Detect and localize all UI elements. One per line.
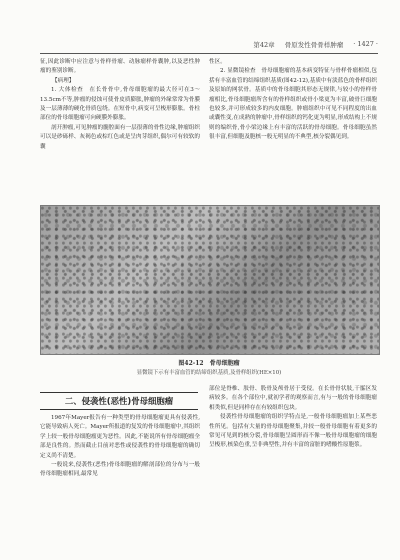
figure-title: 图42-12 骨母细胞瘤 (178, 360, 240, 367)
paragraph: 征,因此诊断中应注意与骨样骨瘤、动脉瘤样骨囊肿,以及恶性肿瘤的鉴别诊断。 (40, 59, 200, 75)
right-column-bottom (209, 385, 377, 451)
paragraph: 2. 显微镜检查 骨母细胞瘤的基本病变特征与骨样骨瘤相似,包括有丰富血管的结缔组织基质(图42-12),基质中有淡蓝色的骨样组织及原始的网状骨。基质中的骨母细胞其形态无规律,与较小的骨样骨瘤相比,骨母细胞瘤所含有的骨样组织或骨小梁更为丰富,破骨巨细胞也较多,并可形成较多的内皮细胞。肿瘤组织中可见不同程度的出血或囊性变,在成熟的肿瘤中,骨样组织的钙化更为明显,形成结构上不规则的编织骨,骨小梁边缘上有丰富的活跃的骨母细胞。骨母细胞虽然很丰富,但细胞及胞核一般无明显的不典型,核分裂偶见到。 (209, 68, 377, 141)
page-number: · 1427 · (353, 40, 378, 48)
figure-caption: 显微镜下示有丰富血管的结缔组织基质,及骨样组织(HE×10) (136, 370, 282, 376)
section-heading (40, 392, 198, 410)
running-header (40, 40, 378, 52)
chapter-title: 骨原发性骨骨样肿瘤 (284, 41, 344, 49)
left-column-top (40, 58, 200, 152)
chapter-number: 第42章 (253, 41, 275, 49)
paragraph: 侵袭性骨母细胞瘤的组织学特点是,一般骨母细胞瘤加上某些恶性所见。包括有大量的骨母细胞聚集,并较一般骨母细胞有着更多的常见可见到的核分裂,骨母细胞呈圆形而不像一般骨母细胞瘤的细胞呈梭形,核染色重,呈非典型性,并有丰富的富脏的嗜酸性原胞浆。 (209, 414, 377, 449)
left-column-bottom (40, 414, 200, 480)
paragraph: 性区。 (209, 59, 226, 65)
micrograph-figure (40, 205, 380, 355)
paragraph: 部位是脊椎、肢骨、股骨及颅骨居于受侵。在长骨骨状肢,干骺区发病较多。在各个部位中,就初学者的观察而言,有与一般的骨母细胞瘤相类似,但是同样存在有较组织包块。 (209, 386, 377, 411)
pathology-heading: 【病理】 (52, 77, 75, 84)
right-column-top (209, 58, 377, 143)
paragraph: 一般说来,侵袭性(恶性)骨母细胞瘤的解剖部位的分布与一般骨母细胞瘤相同,最常见 (40, 462, 200, 478)
section-heading-text: 二、侵袭性(恶性)骨母细胞瘤 (64, 396, 174, 406)
header-rule (40, 53, 378, 54)
paragraph: 1. 大体检查 在长骨骨中,骨母细胞瘤的最大径可在3～13.5cm不等,肿瘤的侵蚀可使骨皮质膨胀,肿瘤的外缘常常为骨膜及一层薄薄的硬化骨质包绕。在短骨中,病变可呈梭形膨胀。骨柱部位的骨母细胞瘤可向硬膜外膨胀。 (40, 87, 200, 122)
paragraph: 剖开肿瘤,可见肿瘤的髓腔面有一层很薄的骨性边缘,肿瘤组织可以是砂砾样、灰褐色或棕红色或是呈肉芽组织,偶尔可有较软的囊 (40, 124, 200, 150)
paragraph: 1967年Mayer报告有一种类型的骨母细胞瘤更具有侵袭性,它能导致病人死亡。Mayer所报道的复发的骨母细胞瘤中,其组织学上较一般骨母细胞瘤更为恶性。因此,不能说所有骨母细胞瘤全部是良性的。然而截止目前对恶性或侵袭性的骨母细胞瘤的确切定义尚不清楚。 (40, 415, 200, 459)
